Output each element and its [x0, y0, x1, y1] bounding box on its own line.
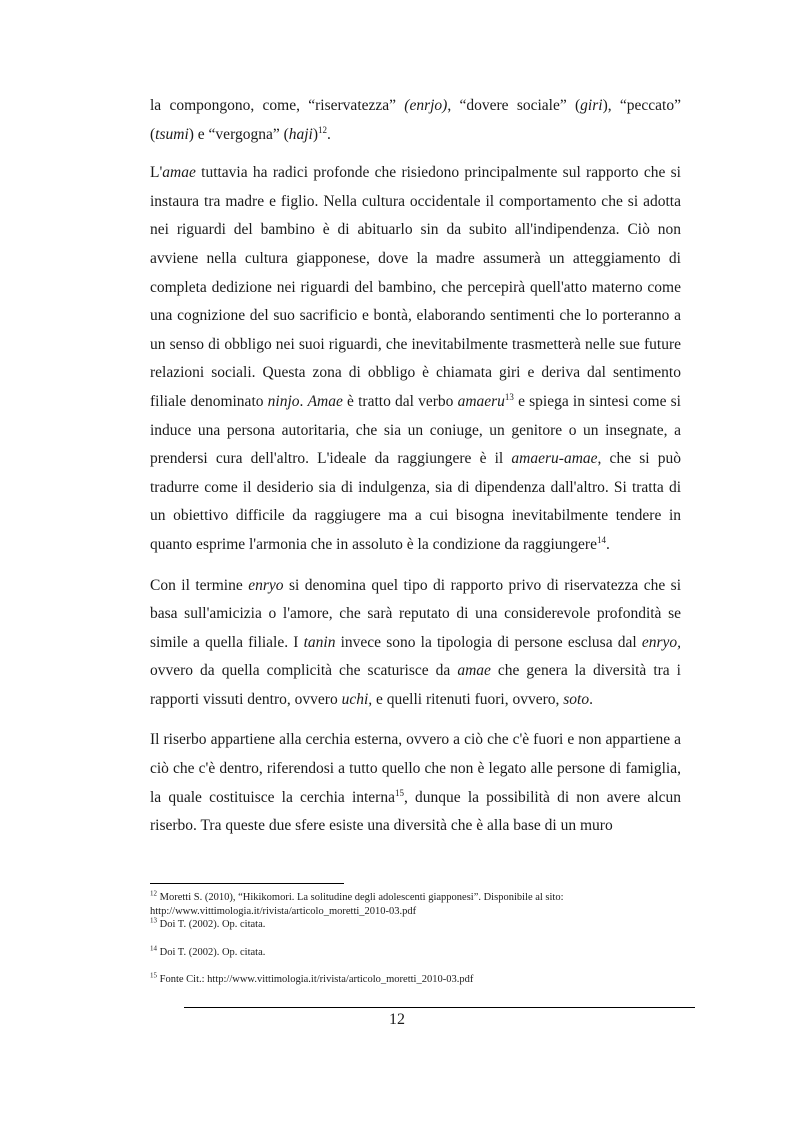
text-run: la compongono, come, “riservatezza”: [150, 97, 405, 114]
paragraph-4: [150, 726, 681, 840]
text-run: e quelli ritenuti fuori, ovvero,: [372, 690, 564, 708]
footer-divider: [184, 1007, 695, 1008]
italic-term: soto: [563, 690, 590, 708]
text-run: .: [299, 392, 308, 410]
text-run: Il riserbo appartiene alla cerchia esterna, ovvero a ciò che c'è fuori e non appartiene a ciò che c'è dentro, riferendosi a tutto quello che non è legato alle persone di famiglia, la quale costituisce la cerchia interna: [150, 731, 681, 806]
footnote-number: 14: [150, 944, 157, 952]
footnote-text: Moretti S. (2010), “Hikikomori. La solitudine degli adolescenti giapponesi”. Disponibile al sito: http://www.vittimologia.it/rivista/articolo_moretti_2010-03.pdf: [150, 892, 564, 917]
italic-term: ninjo: [267, 392, 300, 410]
italic-term: enryo,: [641, 633, 681, 651]
text-run: L': [150, 164, 163, 182]
italic-term: amae: [162, 164, 196, 182]
footnote-ref: 14: [596, 534, 606, 545]
text-run: Con il termine: [150, 576, 249, 594]
italic-term: haji: [288, 125, 313, 143]
footnote-number: 12: [150, 889, 157, 898]
italic-term: amaeru-amae: [511, 450, 598, 468]
footnote-14: [150, 946, 681, 960]
italic-term: enryo: [248, 576, 284, 594]
text-run: invece sono la tipologia di persone esclusa dal: [335, 633, 642, 651]
text-run: .: [605, 535, 610, 553]
italic-term: Amae: [307, 392, 343, 410]
text-run: è tratto dal verbo: [342, 392, 458, 410]
text-run: si denomina quel tipo di rapporto privo di riservatezza che si basa sull'amicizia o l'amore, che sarà reputato di una considerevole profondità se simile a quella filiale. I: [150, 576, 681, 651]
text-run: , che si può tradurre come il desiderio sia di indulgenza, sia di dipendenza dall'altro. Si tratta di un obiettivo difficile da raggiugere ma a cui bisogna inevitabilmente tendere in quanto esprime l'armonia che in assoluto è la condizione da raggiungere: [150, 450, 681, 553]
text-run: ) e “vergogna” (: [188, 125, 289, 143]
footnote-ref: 12: [318, 124, 328, 135]
text-run: e spiega in sintesi come si induce una persona autoritaria, che sia un coniuge, un genitore o un insegnate, a prendersi cura dell'altro. L'ideale da raggiungere è il: [150, 392, 681, 468]
footnote-ref: 15: [394, 787, 404, 798]
page-number: 12: [389, 1011, 405, 1028]
footnote-text: Fonte Cit.: http://www.vittimologia.it/rivista/articolo_moretti_2010-03.pdf: [159, 974, 474, 985]
italic-term: giri: [580, 97, 603, 114]
italic-term: (enrjo): [404, 97, 448, 114]
footnote-text: Doi T. (2002). Op. citata.: [159, 946, 266, 958]
footnote-12: [150, 891, 681, 918]
footnote-ref: 13: [504, 391, 514, 402]
italic-term: uchi,: [341, 690, 373, 708]
body-text: [150, 92, 681, 853]
paragraph-1: [150, 92, 681, 149]
text-run: ), “peccato” (: [150, 97, 681, 143]
footnotes: [150, 891, 681, 987]
text-run: ): [312, 125, 319, 143]
italic-term: amae: [457, 662, 491, 680]
footnote-number: 13: [150, 916, 157, 925]
text-run: tuttavia ha radici profonde che risiedono principalmente sul rapporto che si instaura tra madre e figlio. Nella cultura occidentale il comportamento che si adotta nei riguardi del bambino è di abituarlo sin da subito all'indipendenza. Ciò non avviene nella cultura giapponese, dove la madre assumerà un atteggiamento di completa dedizione nei riguardi del bambino, che percepirà quell'atto materno come una cognizione del suo sacrificio e bontà, elaborando sentimenti che lo porteranno a un senso di obbligo nei suoi riguardi, che inevitabilmente trasmetterà nelle sue future relazioni sociali. Questa zona di obbligo è chiamata giri e deriva dal sentimento filiale denominato: [150, 164, 681, 410]
footnote-13: [150, 918, 681, 932]
text-run: ovvero da quella complicità che scaturisce da: [150, 662, 458, 680]
paragraph-2: [150, 159, 681, 559]
footnote-text: Doi T. (2002). Op. citata.: [159, 919, 266, 930]
italic-term: tanin: [303, 633, 336, 651]
text-run: .: [589, 690, 593, 708]
footnote-divider: [150, 883, 344, 884]
footnote-number: 15: [150, 971, 157, 980]
italic-term: amaeru: [457, 392, 505, 410]
text-run: che genera la diversità tra i rapporti vissuti dentro, ovvero: [150, 662, 681, 708]
italic-term: tsumi: [155, 125, 189, 143]
text-run: .: [327, 125, 331, 143]
text-run: , dunque la possibilità di non avere alcun riserbo. Tra queste due sfere esiste una diversità che è alla base di un muro: [150, 788, 681, 835]
paragraph-3: [150, 572, 681, 715]
footnote-15: [150, 973, 681, 987]
text-run: , “dovere sociale” (: [447, 97, 581, 114]
